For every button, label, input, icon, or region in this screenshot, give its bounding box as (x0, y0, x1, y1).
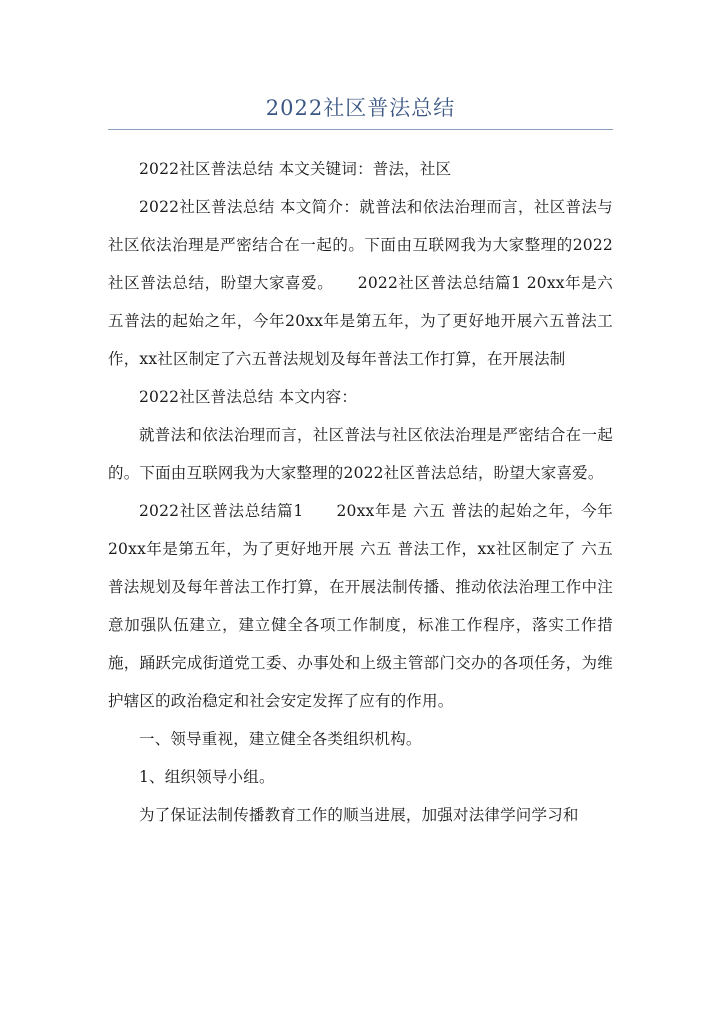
paragraph-summary: 2022社区普法总结 本文简介：就普法和依法治理而言，社区普法与社区依法治理是严密结合在一起的。下面由互联网我为大家整理的2022社区普法总结，盼望大家喜爱。 2022社区普法总结篇1 20xx年是六五普法的起始之年，今年20xx年是第五年，为了更好地开展六五普法工作，xx社区制定了六五普法规划及每年普法工作打算，在开展法制 (108, 198, 613, 368)
paragraph-intro: 就普法和依法治理而言，社区普法与社区依法治理是严密结合在一起的。下面由互联网我为大家整理的2022社区普法总结，盼望大家喜爱。 (108, 426, 613, 482)
page-title: 2022社区普法总结 (265, 96, 456, 120)
document-body (108, 150, 613, 834)
paragraph-content-heading: 2022社区普法总结 本文内容： (139, 388, 358, 406)
title-divider (108, 129, 613, 130)
subsection-heading: 1、组织领导小组。 (139, 768, 275, 786)
paragraph-continuation: 为了保证法制传播教育工作的顺当进展，加强对法律学问学习和 (139, 806, 579, 824)
paragraph-main: 2022社区普法总结篇1 20xx年是 六五 普法的起始之年，今年20xx年是第五年，为了更好地开展 六五 普法工作，xx社区制定了 六五 普法规划及每年普法工作打算，在开展法制传播、推动依法治理工作中注意加强队伍建立，建立健全各项工作制度，标准工作程序，落实工作措施，踊跃完成街道党工委、办事处和上级主管部门交办的各项任务，为维护辖区的政治稳定和社会安定发挥了应有的作用。 (108, 502, 613, 710)
paragraph-keywords: 2022社区普法总结 本文关键词：普法，社区 (139, 160, 452, 178)
section-heading: 一、领导重视，建立健全各类组织机构。 (139, 730, 422, 748)
